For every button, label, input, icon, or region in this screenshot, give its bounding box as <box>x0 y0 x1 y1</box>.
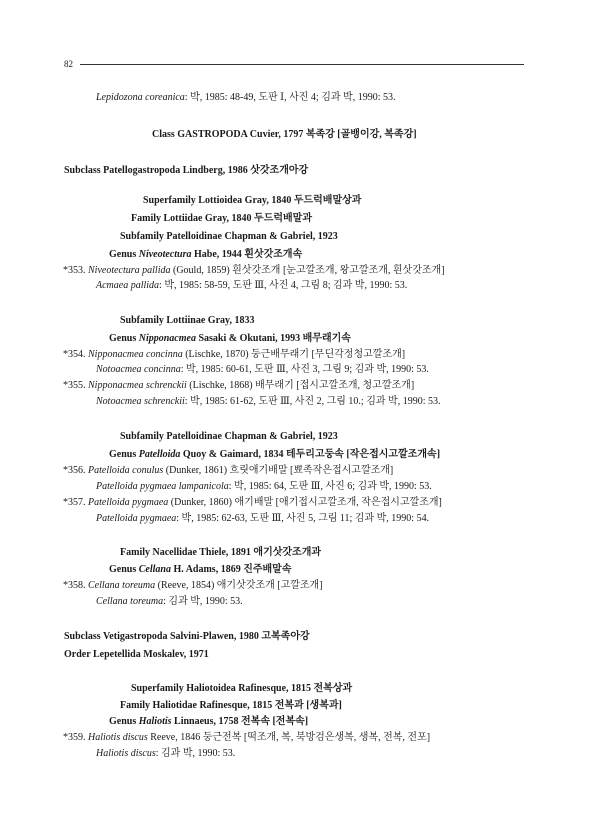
page-number: 82 <box>64 59 73 69</box>
synonym-line: Cellana toreuma: 김과 박, 1990: 53. <box>96 596 243 607</box>
genus-heading: Genus Cellana H. Adams, 1869 진주배말속 <box>109 564 292 575</box>
genus-heading: Genus Niveotectura Habe, 1944 흰삿갓조개속 <box>109 249 303 260</box>
class-heading: Class GASTROPODA Cuvier, 1797 복족강 [골뱅이강, 복족강] <box>152 129 417 140</box>
synonym-line: Patelloida pygmaea lampanicola: 박, 1985: 64, 도판 Ⅲ, 사진 6; 김과 박, 1990: 53. <box>96 481 432 492</box>
family-heading: Family Haliotidae Rafinesque, 1815 전복과 [생복과] <box>120 700 342 711</box>
superfamily-heading: Superfamily Lottioidea Gray, 1840 두드럭배말상과 <box>143 195 362 206</box>
species-entry: *357. Patelloida pygmaea (Dunker, 1860) 애기배말 [애기접시고깔조개, 작은접시고깔조개] <box>63 497 442 508</box>
subclass-heading: Subclass Vetigastropoda Salvini-Plawen, 1980 고복족아강 <box>64 631 310 642</box>
genus-heading: Genus Haliotis Linnaeus, 1758 전복속 [전복속] <box>109 716 309 727</box>
subfamily-heading: Subfamily Patelloidinae Chapman & Gabriel, 1923 <box>120 431 338 442</box>
synonym-line: Notoacmea schrenckii: 박, 1985: 61-62, 도판 Ⅲ, 사진 2, 그림 10.; 김과 박, 1990: 53. <box>96 396 441 407</box>
subclass-heading: Subclass Patellogastropoda Lindberg, 1986 삿갓조개아강 <box>64 165 309 176</box>
family-heading: Family Lottiidae Gray, 1840 두드럭배말과 <box>131 213 313 224</box>
synonym-line: Acmaea pallida: 박, 1985: 58-59, 도판 Ⅲ, 사진 4, 그림 8; 김과 박, 1990: 53. <box>96 280 408 291</box>
subfamily-heading: Subfamily Lottiinae Gray, 1833 <box>120 315 255 326</box>
synonym-line: Patelloida pygmaea: 박, 1985: 62-63, 도판 Ⅲ, 사진 5, 그림 11; 김과 박, 1990: 54. <box>96 513 430 524</box>
order-heading: Order Lepetellida Moskalev, 1971 <box>64 649 209 660</box>
reference-line: Lepidozona coreanica: 박, 1985: 48-49, 도판 Ⅰ, 사진 4; 김과 박, 1990: 53. <box>96 92 396 103</box>
genus-heading: Genus Nipponacmea Sasaki & Okutani, 1993 배무래기속 <box>109 333 351 344</box>
family-heading: Family Nacellidae Thiele, 1891 애기삿갓조개과 <box>120 547 322 558</box>
species-entry: *355. Nipponacmea schrenckii (Lischke, 1868) 배무래기 [접시고깔조개, 청고깔조개] <box>63 380 415 391</box>
genus-heading: Genus Patelloida Quoy & Gaimard, 1834 테두리고둥속 [작은접시고깔조개속] <box>109 449 441 460</box>
species-entry: *354. Nipponacmea concinna (Lischke, 1870) 둥근배무래기 [무딘각정청고깔조개] <box>63 349 406 360</box>
superfamily-heading: Superfamily Haliotoidea Rafinesque, 1815 전복상과 <box>131 683 353 694</box>
header-rule <box>80 64 524 65</box>
species-entry: *356. Patelloida conulus (Dunker, 1861) 흐릿애기배말 [뾰족작은접시고깔조개] <box>63 465 394 476</box>
synonym-line: Notoacmea concinna: 박, 1985: 60-61, 도판 Ⅲ, 사진 3, 그림 9; 김과 박, 1990: 53. <box>96 364 429 375</box>
species-entry: *359. Haliotis discus Reeve, 1846 둥근전복 [떡조개, 복, 북방검은생복, 생복, 전복, 전포] <box>63 732 431 743</box>
subfamily-heading: Subfamily Patelloidinae Chapman & Gabriel, 1923 <box>120 231 338 242</box>
species-entry: *358. Cellana toreuma (Reeve, 1854) 애기삿갓조개 [고깔조개] <box>63 580 323 591</box>
species-entry: *353. Niveotectura pallida (Gould, 1859) 흰삿갓조개 [눈고깔조개, 왕고깔조개, 흰삿갓조개] <box>63 265 445 276</box>
synonym-line: Haliotis discus: 김과 박, 1990: 53. <box>96 748 236 759</box>
